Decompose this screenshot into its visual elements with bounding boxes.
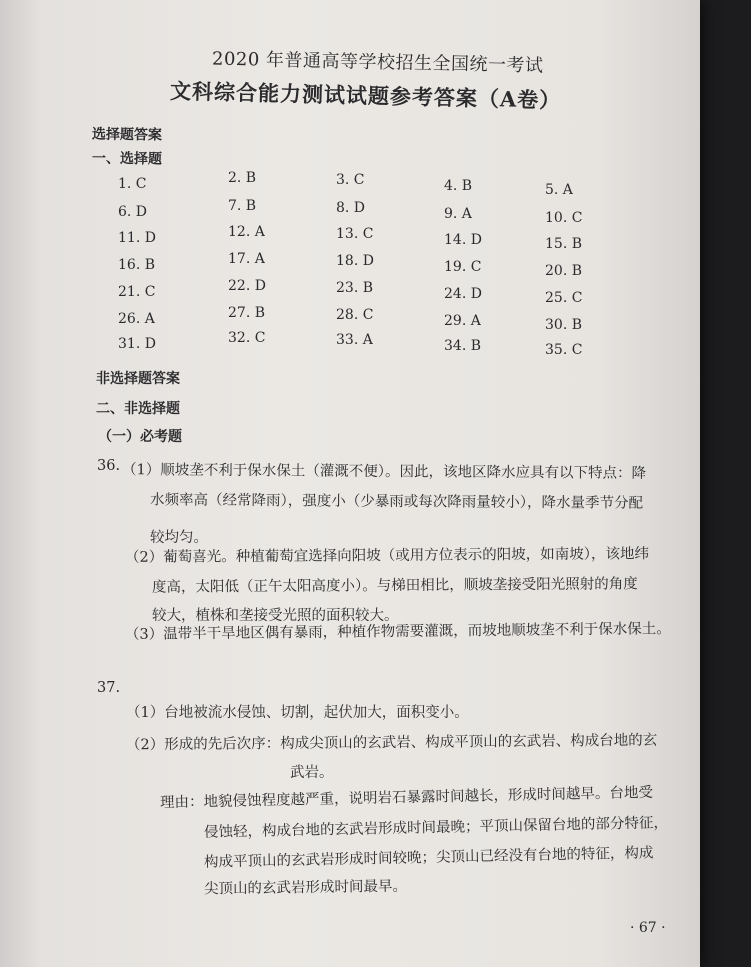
choice-subheading: 一、选择题 [91, 150, 163, 168]
answer-item: 12. A [228, 224, 265, 240]
answer-item: 24. D [444, 286, 482, 302]
answer-item: 35. C [545, 342, 583, 358]
answer-item: 28. C [336, 307, 374, 323]
required-questions-heading: （一）必考题 [98, 429, 182, 445]
q37-line-7: 尖顶山的玄武岩形成时间最早。 [203, 878, 408, 898]
answer-item: 32. C [228, 330, 266, 346]
q36-line-4: （2）葡萄喜光。种植葡萄宜选择向阳坡（或用方位表示的阳坡，如南坡），该地纬 [124, 546, 650, 566]
answer-item: 23. B [336, 280, 374, 296]
answer-item: 11. D [118, 230, 156, 246]
answer-item: 27. B [228, 305, 266, 321]
answer-item: 31. D [118, 336, 156, 352]
q36-line-6: 较大，植株和垄接受光照的面积较大。 [152, 608, 399, 624]
answer-item: 16. B [118, 257, 156, 273]
answer-item: 6. D [118, 204, 148, 220]
page-number: · 67 · [630, 920, 666, 936]
answer-item: 33. A [336, 332, 373, 348]
q37-line-2: （2）形成的先后次序：构成尖顶山的玄武岩、构成平顶山的玄武岩、构成台地的玄 [125, 732, 658, 754]
answer-item: 8. D [336, 200, 366, 216]
answer-key-title: 文科综合能力测试试题参考答案（A卷） [169, 78, 562, 113]
answer-item: 3. C [336, 172, 365, 188]
answer-item: 15. B [545, 236, 583, 252]
q36-number: 36. [97, 458, 121, 474]
q37-line-3: 武岩。 [290, 765, 334, 781]
answer-item: 29. A [444, 313, 481, 329]
answer-item: 26. A [118, 311, 155, 327]
q36-line-5: 度高，太阳低（正午太阳高度小）。与梯田相比，顺坡垄接受阳光照射的角度 [151, 576, 638, 596]
choice-section-heading: 选择题答案 [91, 126, 163, 144]
answer-item: 2. B [228, 170, 257, 186]
answer-item: 25. C [545, 290, 583, 306]
answer-item: 4. B [444, 178, 473, 194]
q37-line-1: （1）台地被流水侵蚀、切割，起伏加大，面积变小。 [126, 705, 469, 721]
answer-item: 21. C [118, 284, 156, 300]
q36-line-3: 较均匀。 [150, 530, 208, 546]
q36-line-7: （3）温带半干旱地区偶有暴雨，种植作物需要灌溉，而坡地顺坡垄不利于保水保土。 [124, 621, 671, 643]
nonchoice-subheading: 二、非选择题 [96, 401, 180, 417]
q36-line-2: 水频率高（经常降雨），强度小（少暴雨或每次降雨量较小），降水量季节分配 [149, 492, 644, 512]
answer-item: 10. C [545, 210, 583, 226]
answer-item: 34. B [444, 338, 482, 354]
answer-item: 9. A [444, 206, 472, 222]
answer-item: 14. D [444, 232, 482, 248]
answer-item: 19. C [444, 259, 482, 275]
answer-item: 20. B [545, 263, 583, 279]
q36-line-1: （1）顺坡垄不利于保水保土（灌溉不便）。因此，该地区降水应具有以下特点：降 [121, 462, 647, 482]
answer-item: 17. A [228, 251, 265, 267]
answer-item: 1. C [118, 176, 147, 192]
answer-item: 22. D [228, 278, 266, 294]
answer-item: 5. A [545, 182, 573, 198]
q37-line-4: 理由：地貌侵蚀程度越严重，说明岩石暴露时间越长，形成时间越早。台地受 [159, 784, 654, 812]
nonchoice-section-heading: 非选择题答案 [96, 371, 180, 387]
answer-item: 18. D [336, 253, 374, 269]
q37-number: 37. [97, 680, 121, 696]
q37-line-5: 侵蚀轻，构成台地的玄武岩形成时间最晚；平顶山保留台地的部分特征， [203, 815, 669, 841]
answer-item: 13. C [336, 226, 374, 242]
q37-line-6: 构成平顶山的玄武岩形成时间较晚；尖顶山已经没有台地的特征，构成 [203, 845, 654, 871]
answer-item: 30. B [545, 317, 583, 333]
exam-title: 2020 年普通高等学校招生全国统一考试 [211, 48, 544, 77]
answer-item: 7. B [228, 198, 257, 214]
